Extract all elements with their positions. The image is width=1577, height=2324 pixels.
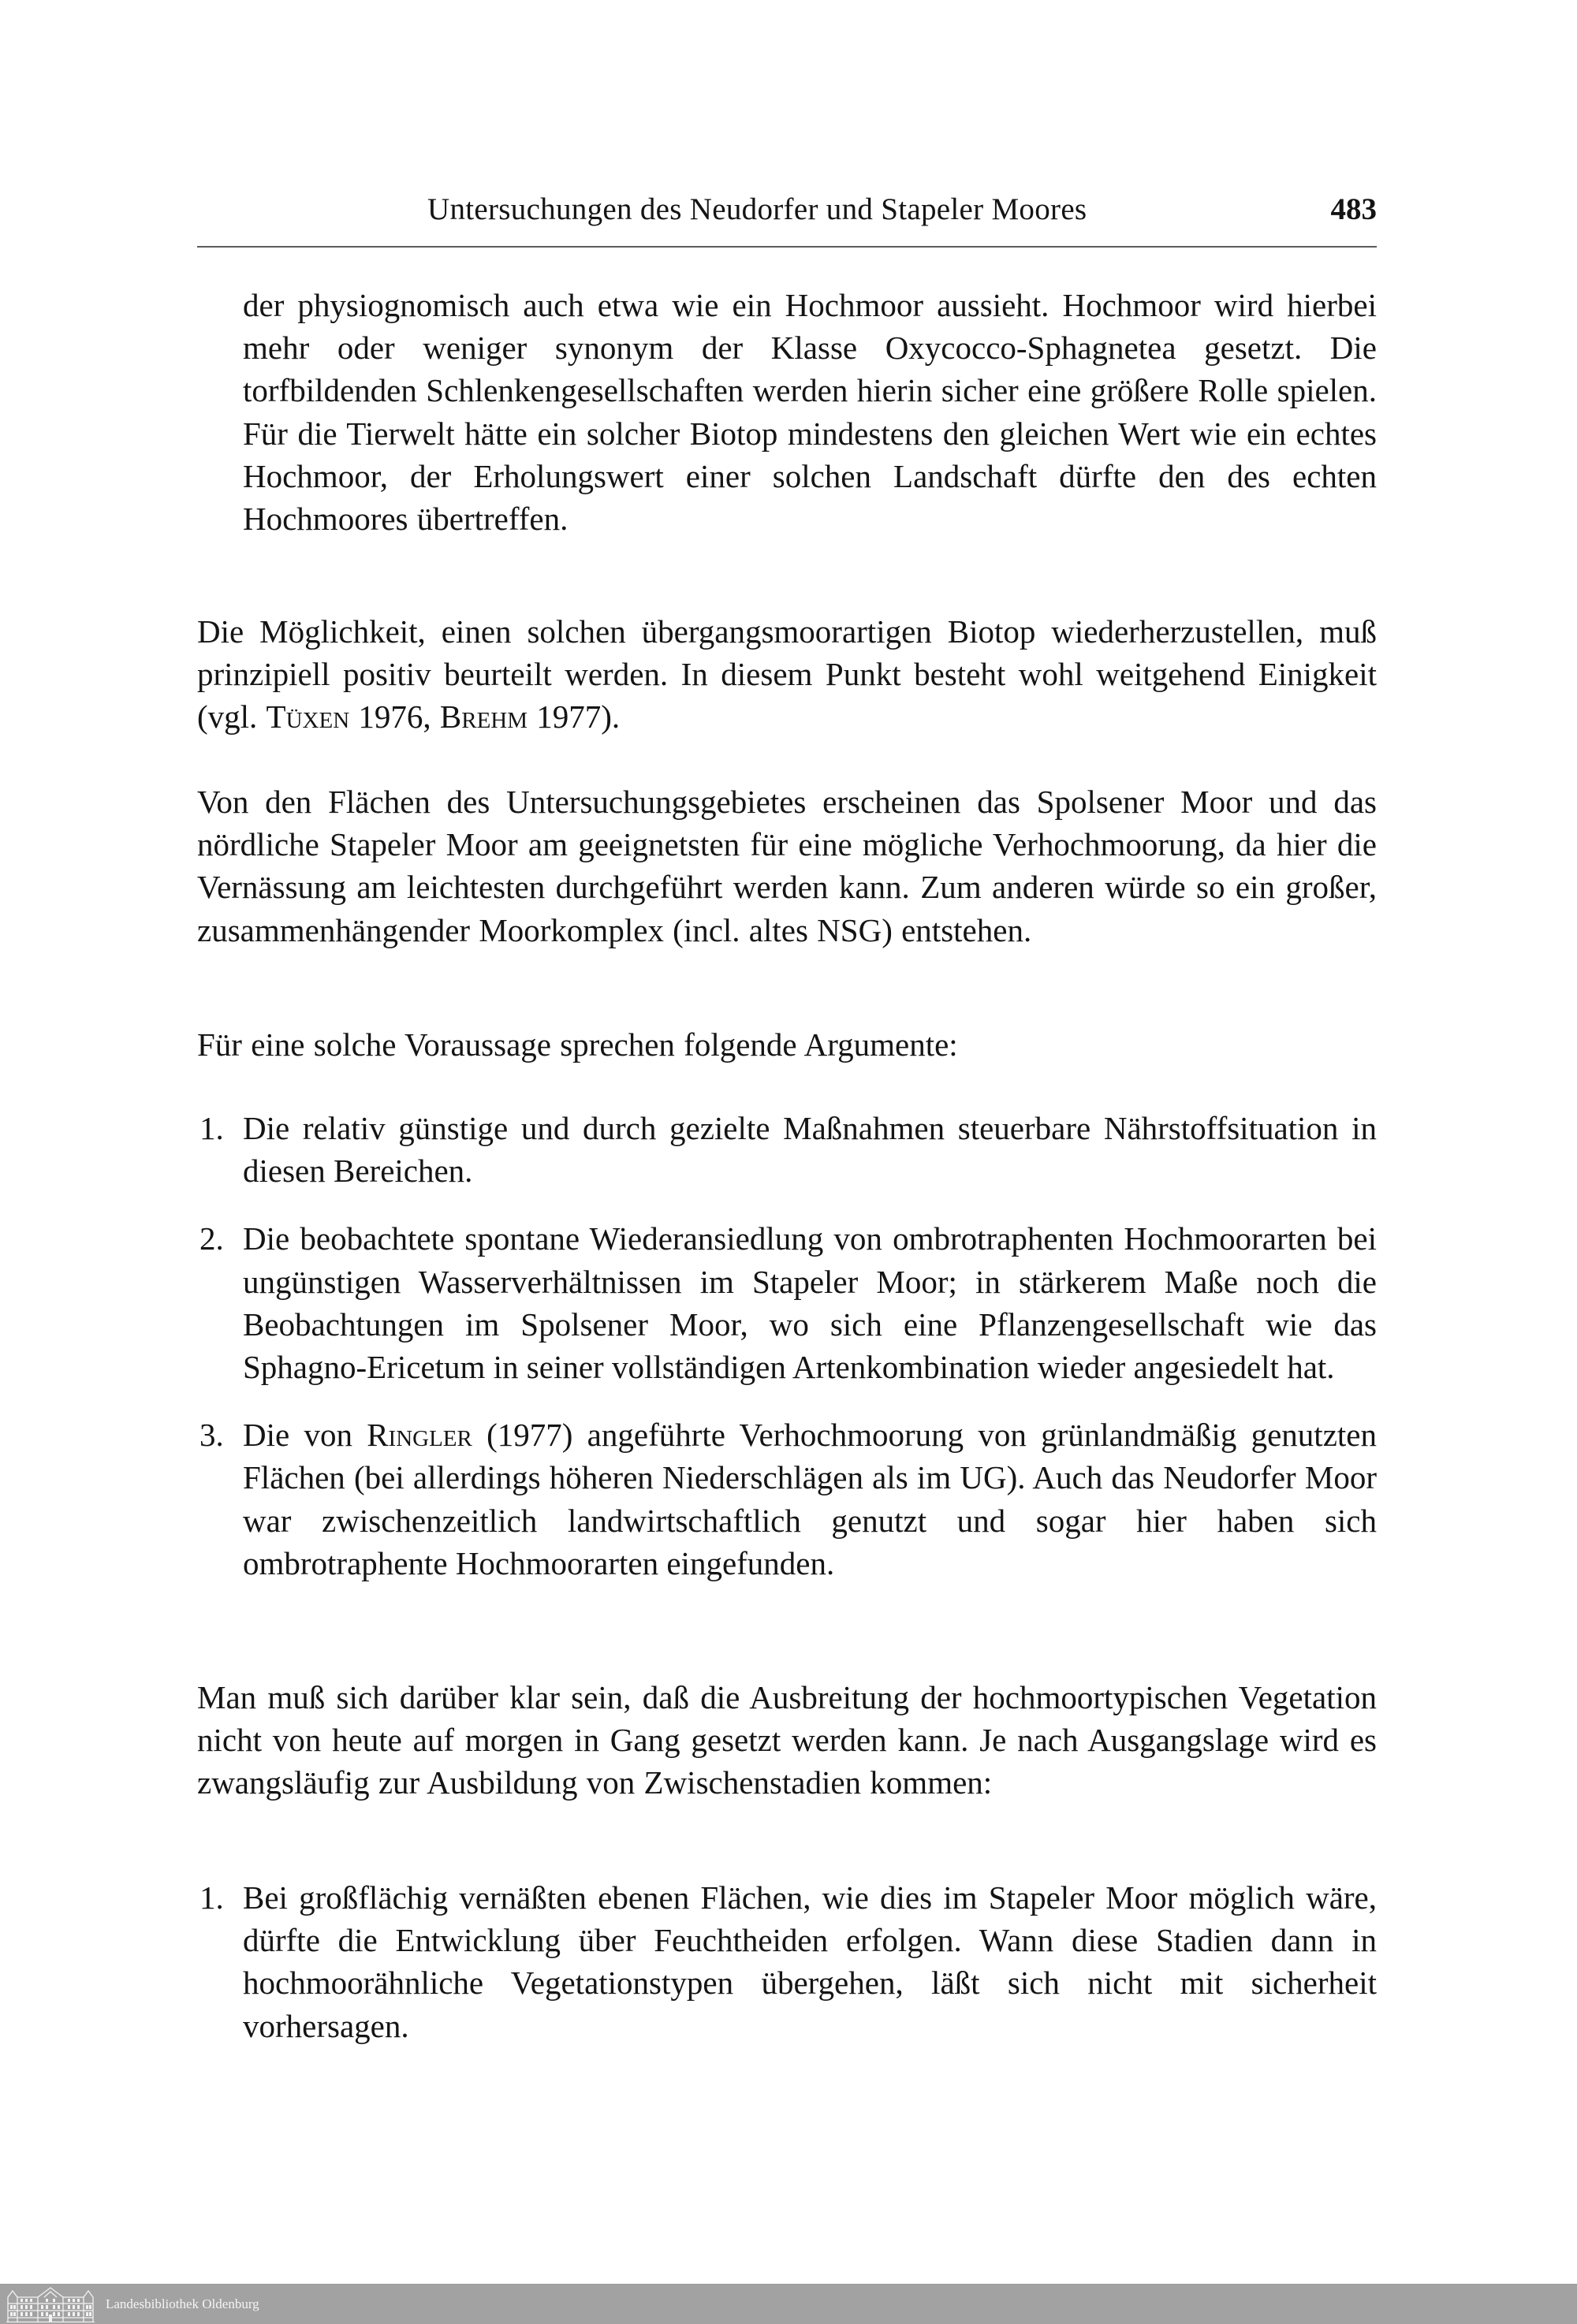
page-header — [197, 186, 1377, 233]
footer-bar — [0, 2284, 1577, 2324]
list-item-text: Bei großflächig vernäßten ebenen Flächen, wie dies im Stapeler Moor möglich wäre, dürfte die Entwicklung über Feuchtheiden erfolgen. Wann diese Stadien dann in hochmoorähnliche Vegetationstypen übergehen, läßt sich nicht mit sicherheit vorhersagen. — [243, 1879, 1377, 2044]
stages-list — [197, 1876, 1377, 2047]
header-rule — [197, 246, 1377, 248]
list-number: 3. — [199, 1417, 224, 1454]
list-item — [197, 1413, 1377, 1585]
author-citation: Ringler — [367, 1417, 472, 1454]
library-building-icon — [5, 2286, 96, 2322]
paragraph-text: der physiognomisch auch etwa wie ein Hochmoor aussieht. Hochmoor wird hierbei mehr oder weniger synonym der Klasse Oxycocco-Sphagnetea gesetzt. Die torfbildenden Schlenkengesellschaften werden hierin sicher eine größere Rolle spielen. Für die Tierwelt hätte ein solcher Biotop mindestens den gleichen Wert wie ein echtes Hochmoor, der Erholungswert einer solchen Landschaft dürfte den des echten Hochmoores übertreffen. — [243, 287, 1377, 538]
author-citation: Tüxen — [266, 698, 350, 736]
list-item — [197, 1876, 1377, 2047]
paragraph-text: Von den Flächen des Untersuchungsgebietes erscheinen das Spolsener Moor und das nördliche Stapeler Moor am geeignetsten für eine mögliche Verhochmoorung, da hier die Vernässung am leichtesten durchgeführt werden kann. Zum anderen würde so ein großer, zusammenhängender Moorkomplex (incl. altes NSG) entstehen. — [197, 784, 1377, 948]
arguments-list — [197, 1107, 1377, 1585]
list-number: 2. — [199, 1220, 224, 1257]
paragraph-text: Man muß sich darüber klar sein, daß die Ausbreitung der hochmoortypischen Vegetation nicht von heute auf morgen in Gang gesetzt werden kann. Je nach Ausgangslage wird es zwangsläufig zur Ausbildung von Zwischenstadien kommen: — [197, 1679, 1377, 1801]
list-number: 1. — [199, 1110, 224, 1146]
author-citation: Brehm — [439, 698, 528, 736]
paragraph-restoration — [197, 610, 1377, 739]
list-item-text: Die von Ringler (1977) angeführte Verhochmoorung von grünlandmäßig genutzten Flächen (bei allerdings höheren Niederschlägen als im UG). Auch das Neudorfer Moor war zwischenzeitlich landwirtschaftlich genutzt und sogar hier haben sich ombrotraphente Hochmoorarten eingefunden. — [243, 1417, 1377, 1581]
list-item — [197, 1217, 1377, 1388]
running-title: Untersuchungen des Neudorfer und Stapeler Moores — [427, 192, 1087, 226]
paragraph-study-areas — [197, 780, 1377, 952]
paragraph-continuation — [197, 284, 1377, 540]
list-number: 1. — [199, 1879, 224, 1916]
list-item — [197, 1107, 1377, 1192]
list-item-text: Die relativ günstige und durch gezielte Maßnahmen steuerbare Nährstoffsituation in diesen Bereichen. — [243, 1110, 1377, 1190]
paragraph-intermediate-stages — [197, 1676, 1377, 1804]
paragraph-text: Die Möglichkeit, einen solchen übergangsmoorartigen Biotop wiederherzustellen, muß prinzipiell positiv beurteilt werden. In diesem Punkt besteht wohl weitgehend Einigkeit (vgl. Tüxen 1976, Brehm 1977). — [197, 613, 1377, 736]
paragraph-text: Für eine solche Voraussage sprechen folgende Argumente: — [197, 1026, 958, 1063]
paragraph-arguments-intro — [197, 1023, 1377, 1066]
library-name: Landesbibliothek Oldenburg — [106, 2296, 259, 2311]
list-item-text: Die beobachtete spontane Wiederansiedlung von ombrotraphenten Hochmoorarten bei ungünstigen Wasserverhältnissen im Stapeler Moor; in stärkerem Maße noch die Beobachtungen im Spolsener Moor, wo sich eine Pflanzengesellschaft wie das Sphagno-Ericetum in seiner vollständigen Artenkombination wieder angesiedelt hat. — [243, 1220, 1377, 1386]
page-number: 483 — [1330, 192, 1377, 226]
